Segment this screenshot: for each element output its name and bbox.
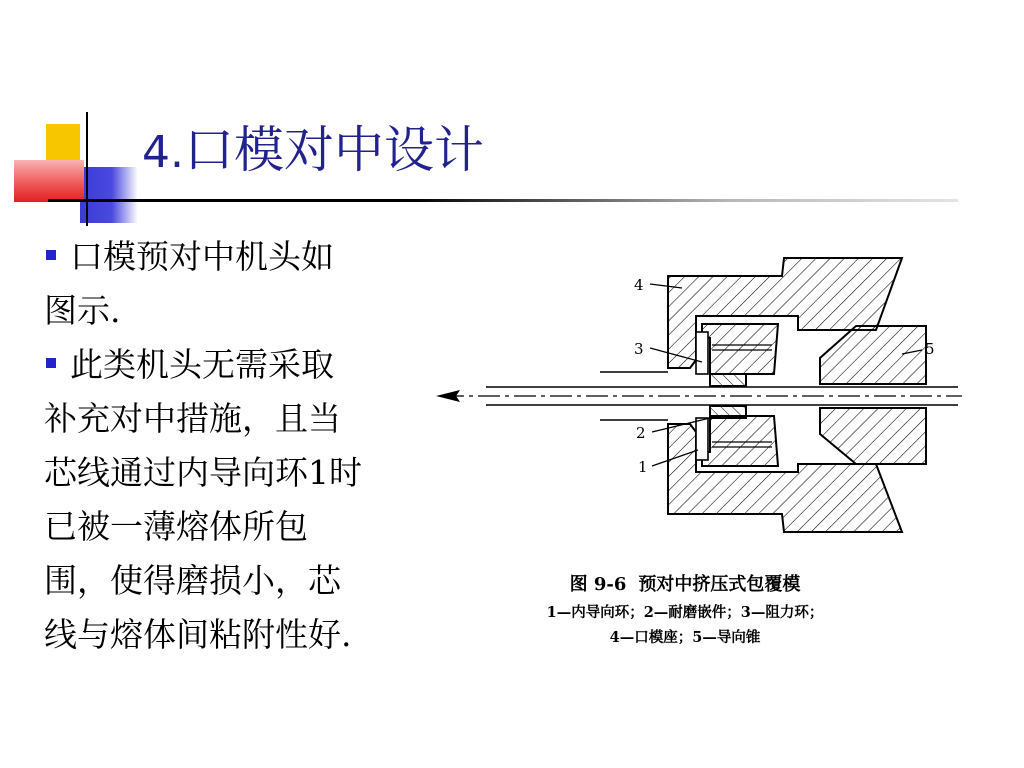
bullet-text: 口模预对中机头如图示. [44,237,334,330]
figure-label-3: 3 [634,340,644,358]
die-head-figure [428,250,968,540]
wear-insert-upper [710,374,746,386]
resistance-ring-lower [702,416,778,466]
title-text: 口模对中设计 [183,121,484,179]
decor-yellow-square [46,124,80,164]
title-number: 4. [142,127,184,178]
decor-red-square [14,160,84,202]
figure-label-2: 2 [636,424,646,442]
guide-cone-upper [820,326,926,384]
bullet-item [44,338,366,662]
caption-legend-line: 4—口模座；5—导向锥 [609,629,761,646]
bullet-list [44,230,366,662]
figure-label-1: 1 [638,458,648,476]
figure-label-5: 5 [925,340,935,358]
inner-guide-ring-upper [696,332,708,374]
title-underline [48,199,958,202]
decor-vertical-line [86,112,88,226]
bullet-text: 此类机头无需采取补充对中措施，且当芯线通过内导向环1时已被一薄熔体所包围，使得磨损小，芯线与熔体间粘附性好. [44,345,362,654]
wear-insert-lower [710,406,746,418]
caption-title [470,570,900,600]
resistance-ring-upper [702,324,778,374]
figure-label-4: 4 [634,276,644,294]
bullet-marker-icon [46,250,56,260]
caption-title-text: 预对中挤压式包覆模 [638,574,801,595]
inner-guide-ring-lower [696,418,708,460]
caption-legend-line: 1—内导向环；2—耐磨嵌件；3—阻力环； [546,604,824,621]
decor-blue-square [80,167,138,223]
caption-number: 图 9-6 [569,574,627,595]
slide-title [142,110,484,193]
bullet-item [44,230,366,338]
bullet-marker-icon [46,358,56,368]
figure-caption [470,570,900,650]
guide-cone-lower [820,408,926,464]
